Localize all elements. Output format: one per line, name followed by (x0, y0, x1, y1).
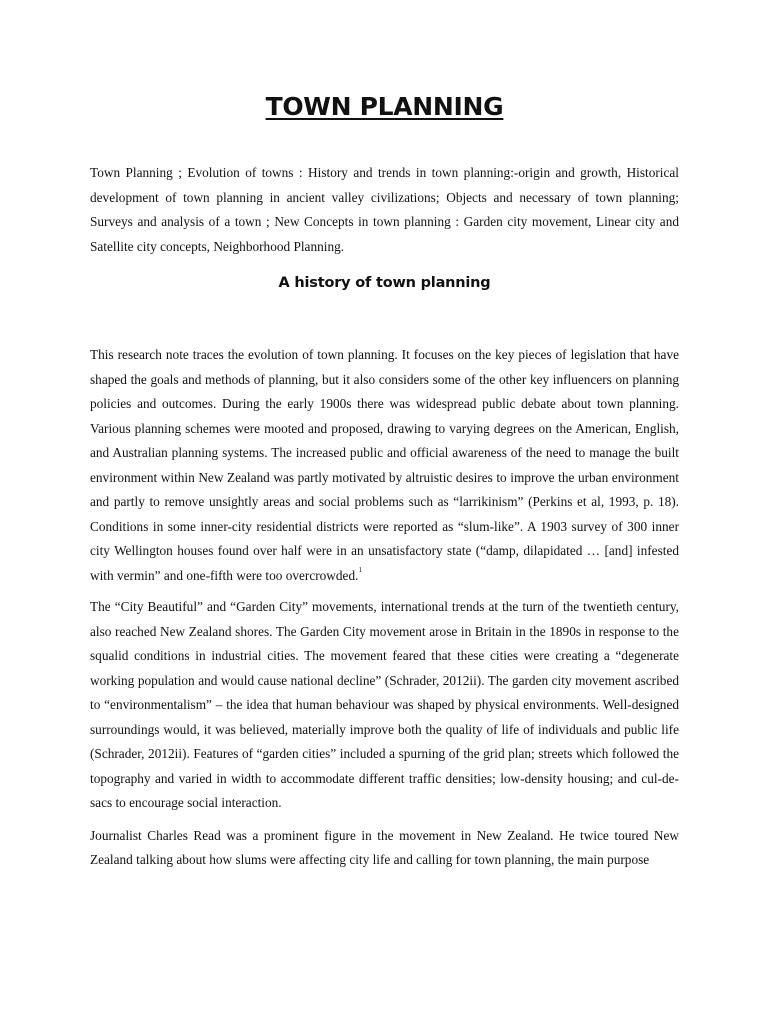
intro-section (90, 161, 679, 267)
body-paragraph-1 (90, 343, 679, 588)
footnote-marker: 1 (358, 565, 362, 574)
body-paragraph-3: Journalist Charles Read was a prominent figure in the movement in New Zealand. He twice toured New Zealand talking about how slums were affecting city life and calling for town planning, the main purpose (90, 827, 679, 867)
body-paragraph-2: The “City Beautiful” and “Garden City” movements, international trends at the turn of the twentieth century, also reached New Zealand shores. The Garden City movement arose in Britain in the 1890s in response to the squalid conditions in industrial cities. The movement feared that these cities were creating a “degenerate working population and would cause national decline” (Schrader, 2012ii). The garden city movement ascribed to “environmentalism” – the idea that human behaviour was shaped by physical environments. Well-designed surroundings would, it was believed, materially improve both the quality of life of individuals and public life (Schrader, 2012ii). Features of “garden cities” included a spurning of the grid plan; streets which followed the topography and varied in width to accommodate different traffic densities; low-density housing; and cul-de-sacs to encourage social interaction. (90, 599, 679, 810)
section-heading: A history of town planning (278, 275, 491, 291)
page-title: TOWN PLANNING (265, 92, 504, 121)
body-section (90, 343, 679, 881)
intro-paragraph: Town Planning ; Evolution of towns : History and trends in town planning:-origin and growth, Historical development of town planning in ancient valley civilizations; Objects and necessary of town planning; Surveys and analysis of a town ; New Concepts in town planning : Garden city movement, Linear city and Satellite city concepts, Neighborhood Planning. (90, 165, 679, 254)
body-paragraph-1-text: This research note traces the evolution of town planning. It focuses on the key pieces of legislation that have shaped the goals and methods of planning, but it also considers some of the other key influencers on planning policies and outcomes. During the early 1900s there was widespread public debate about town planning. Various planning schemes were mooted and proposed, drawing to varying degrees on the American, English, and Australian planning systems. The increased public and official awareness of the need to manage the built environment within New Zealand was partly motivated by altruistic desires to improve the urban environment and partly to remove unsightly areas and social problems such as “larrikinism” (Perkins et al, 1993, p. 18). Conditions in some inner-city residential districts were reported as “slum-like”. A 1903 survey of 300 inner city Wellington houses found over half were in an unsatisfactory state (“damp, dilapidated … [and] infested with vermin” and one-fifth were too overcrowded. (90, 347, 679, 583)
